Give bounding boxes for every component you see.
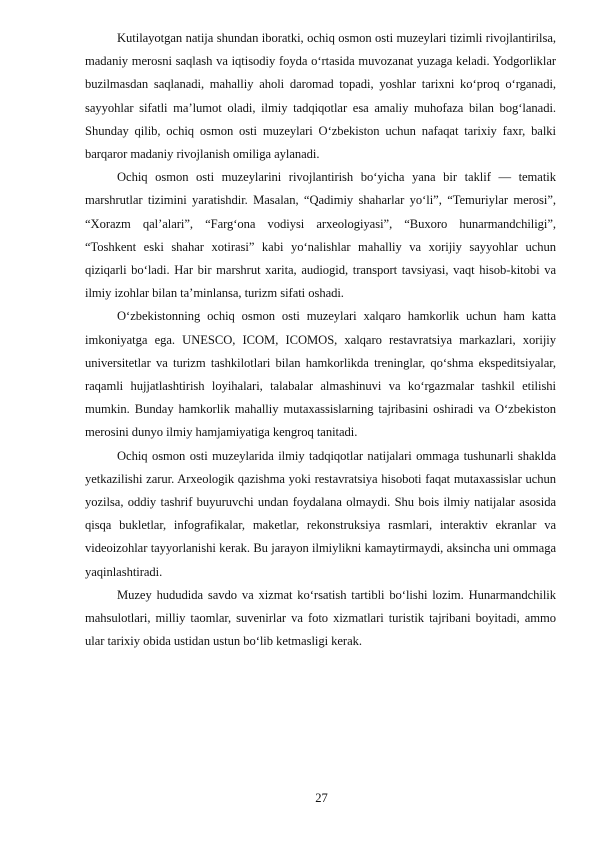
paragraph-2: Ochiq osmon osti muzeylarini rivojlantirish bo‘yicha yana bir taklif — tematik marshrutlar tizimini yaratishdir. Masalan, “Qadimiy shaharlar yo‘li”, “Temuriylar merosi”, “Xorazm qal’alari”, “Farg‘ona vodiysi arxeologiyasi”, “Buxoro hunarmandchiligi”, “Toshkent eski shahar xotirasi” kabi yo‘nalishlar mahalliy va xorijiy sayyohlar uchun qiziqarli bo‘ladi. Har bir marshrut xarita, audiogid, transport tavsiyasi, vaqt hisob-kitobi va ilmiy izohlar bilan ta’minlansa, turizm sifati oshadi. (85, 170, 556, 301)
paragraph-5: Muzey hududida savdo va xizmat ko‘rsatish tartibli bo‘lishi lozim. Hunarmandchilik mahsulotlari, milliy taomlar, suvenirlar va foto xizmatlari turistik tajribani boyitadi, ammo ular tarixiy obida ustidan ustun bo‘lib ketmasligi kerak. (85, 587, 556, 649)
paragraph-4: Ochiq osmon osti muzeylarida ilmiy tadqiqotlar natijalari ommaga tushunarli shaklda yetkazilishi zarur. Arxeologik qazishma yoki restavratsiya hisoboti faqat mutaxassislar uchun yozilsa, oddiy tashrif buyuruvchi undan foydalana olmaydi. Shu bois ilmiy natijalar asosida qisqa bukletlar, infografikalar, maketlar, rekonstruksiya rasmlari, interaktiv ekranlar va videoizohlar tayyorlanishi kerak. Bu jarayon ilmiylikni kamaytirmaydi, aksincha uni ommaga yaqinlashtiradi. (85, 448, 556, 579)
paragraph-1: Kutilayotgan natija shundan iboratki, ochiq osmon osti muzeylari tizimli rivojlantirilsa, madaniy merosni saqlash va iqtisodiy foyda o‘rtasida muvozanat yuzaga keladi. Yodgorliklar buzilmasdan saqlanadi, mahalliy aholi daromad topadi, yoshlar tarixni ko‘proq o‘rganadi, sayyohlar sifatli ma’lumot oladi, ilmiy tadqiqotlar esa amaliy muhofaza bilan bog‘lanadi. Shunday qilib, ochiq osmon osti muzeylari O‘zbekiston uchun nafaqat tarixiy faxr, balki barqaror madaniy rivojlanish omiliga aylanadi. (85, 31, 556, 162)
paragraph-3: O‘zbekistonning ochiq osmon osti muzeylari xalqaro hamkorlik uchun ham katta imkoniyatga ega. UNESCO, ICOM, ICOMOS, xalqaro restavratsiya markazlari, xorijiy universitetlar va turizm tashkilotlari bilan hamkorlikda treninglar, qo‘shma ekspeditsiyalar, raqamli hujjatlashtirish loyihalari, talabalar almashinuvi va ko‘rgazmalar tashkil etilishi mumkin. Bunday hamkorlik mahalliy mutaxassislarning tajribasini oshiradi va O‘zbekiston merosini dunyo ilmiy hamjamiyatiga kengroq tanitadi. (85, 309, 556, 440)
document-body (85, 27, 556, 653)
page-number: 27 (315, 791, 328, 805)
